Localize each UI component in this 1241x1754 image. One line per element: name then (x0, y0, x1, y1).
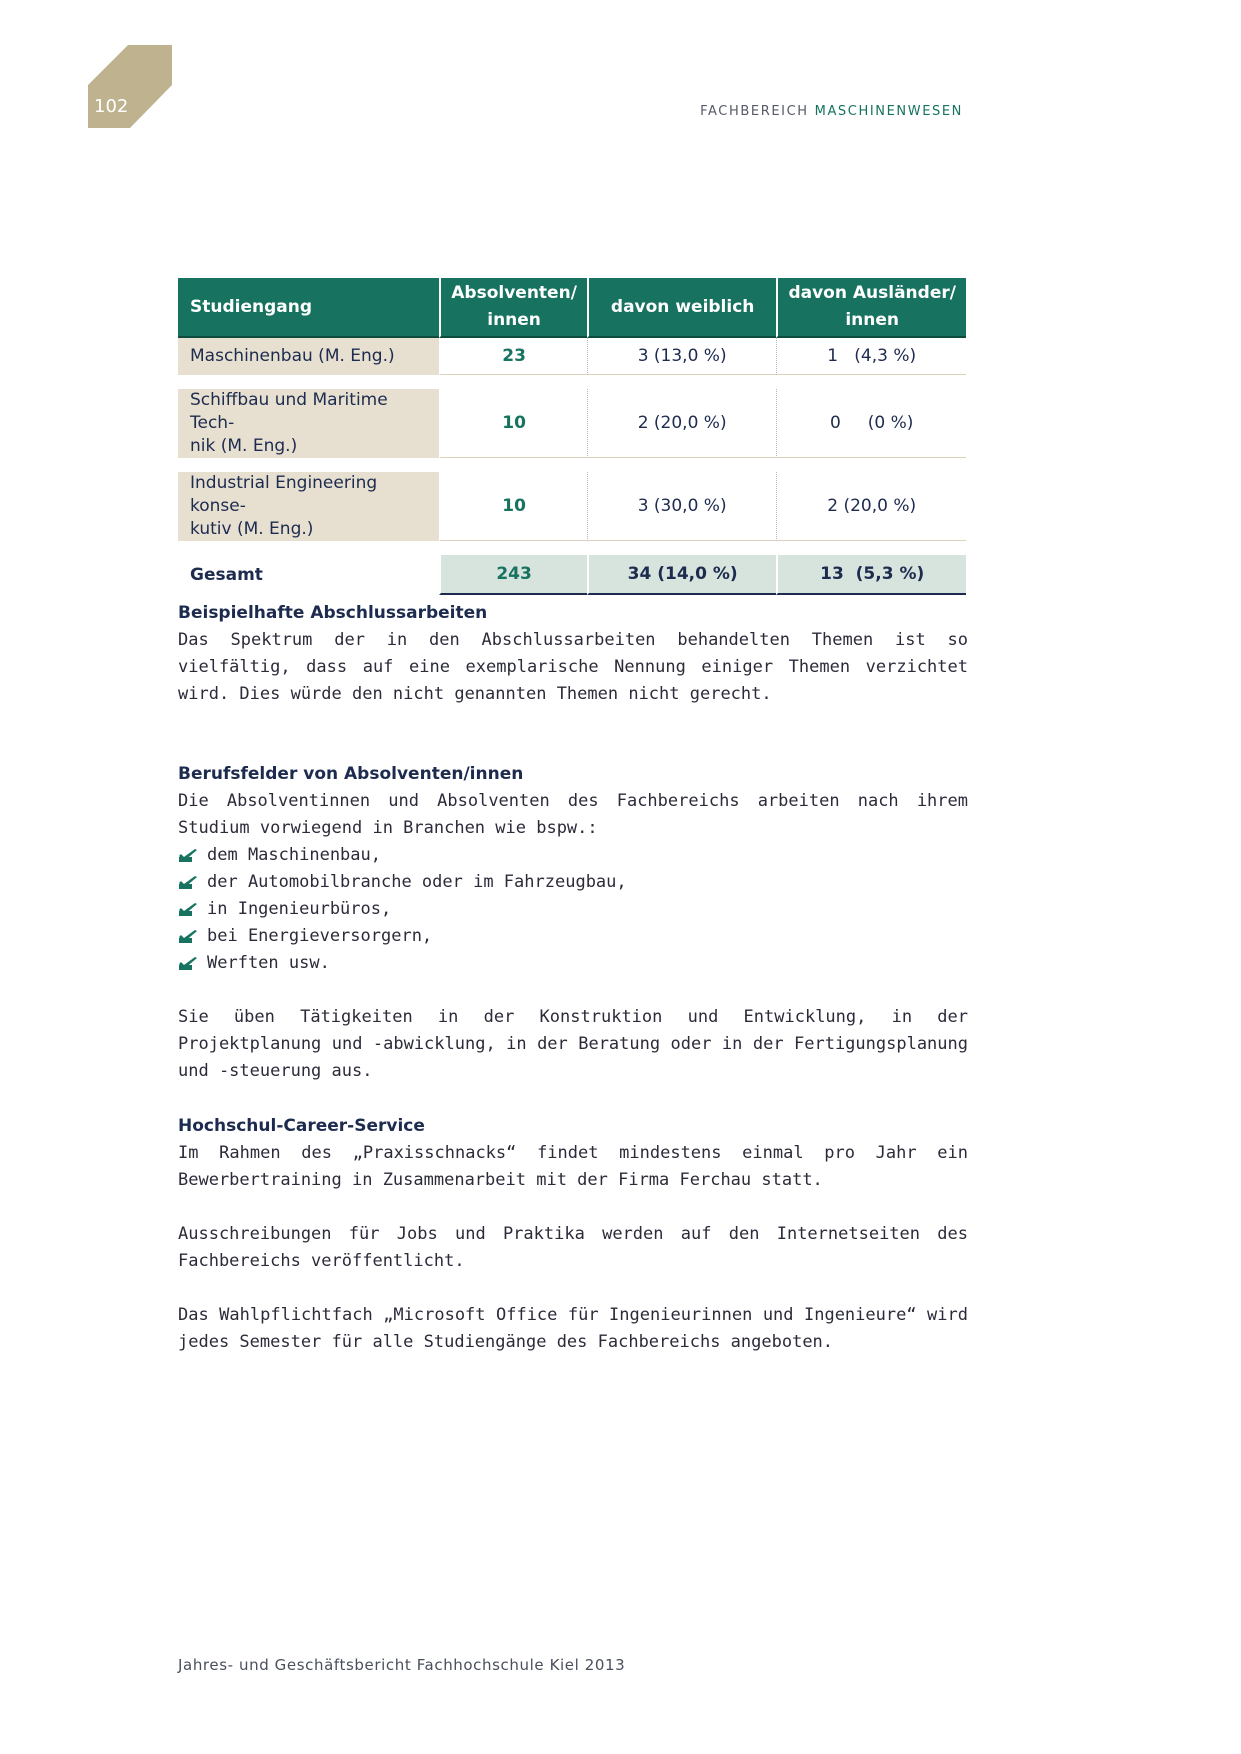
section-career (178, 1113, 968, 1356)
running-head (700, 104, 963, 119)
page-footer: Jahres- und Geschäftsbericht Fachhochschule Kiel 2013 (178, 1656, 626, 1674)
header-auslaender (776, 278, 966, 338)
section-abschlussarbeiten (178, 600, 968, 708)
row-weiblich: 2 (20,0 %) (587, 389, 777, 458)
row-name-line2: nik (M. Eng.) (190, 436, 298, 456)
row-name (178, 338, 439, 375)
list-item (178, 896, 968, 923)
header-auslaender-line2: innen (845, 310, 900, 330)
section-heading: Berufsfelder von Absolventen/innen (178, 764, 524, 784)
list-item-text: der Automobilbranche oder im Fahrzeugbau, (207, 872, 627, 892)
section-text: Das Spektrum der in den Abschlussarbeiten behandelten Themen ist so vielfältig, dass auf eine exemplarische Nennung einiger Themen verzichtet wird. Dies würde den nicht genannten Themen nicht gerecht. (178, 630, 968, 704)
total-label: Gesamt (190, 564, 263, 585)
total-absolventen: 243 (439, 555, 587, 595)
header-auslaender-line1: davon Ausländer/ (788, 283, 956, 303)
total-weiblich: 34 (14,0 %) (587, 555, 777, 595)
list-item (178, 842, 968, 869)
row-name-line1: Maschinenbau (M. Eng.) (190, 346, 395, 366)
row-spacer (178, 541, 966, 555)
career-paragraph-1: Im Rahmen des „Praxisschnacks“ findet mindestens einmal pro Jahr ein Bewerbertraining in Zusammenarbeit mit der Firma Ferchau statt. (178, 1143, 968, 1190)
running-head-accent: MASCHINENWESEN (814, 104, 963, 119)
list-item-text: in Ingenieurbüros, (207, 899, 392, 919)
total-auslaender: 13 (5,3 %) (776, 555, 966, 595)
section-heading: Beispielhafte Abschlussarbeiten (178, 603, 488, 623)
row-absolventen: 23 (439, 338, 587, 375)
list-item-text: Werften usw. (207, 953, 330, 973)
career-paragraph-3: Das Wahlpflichtfach „Microsoft Office für Ingenieurinnen und Ingenieure“ wird jedes Semester für alle Studiengänge des Fachbereichs angeboten. (178, 1305, 968, 1352)
header-studiengang: Studiengang (178, 278, 439, 338)
check-icon (178, 956, 198, 971)
section-heading: Hochschul-Career-Service (178, 1116, 425, 1136)
section-intro: Die Absolventinnen und Absolventen des Fachbereichs arbeiten nach ihrem Studium vorwiegend in Branchen wie bspw.: (178, 791, 968, 838)
check-icon (178, 848, 198, 863)
row-name-line1: Industrial Engineering konse- (190, 473, 378, 516)
table-header-row (178, 278, 966, 338)
row-auslaender: 1 (4,3 %) (776, 338, 966, 375)
table-row (178, 338, 966, 375)
table-row (178, 389, 966, 458)
graduates-table (178, 278, 966, 595)
row-name (178, 472, 439, 541)
header-weiblich: davon weiblich (587, 278, 777, 338)
section-outro: Sie üben Tätigkeiten in der Konstruktion und Entwicklung, in der Projektplanung und -abwicklung, in der Beratung oder in der Fertigungsplanung und -steuerung aus. (178, 1007, 968, 1081)
table-row (178, 472, 966, 541)
check-icon (178, 902, 198, 917)
check-icon (178, 875, 198, 890)
branches-list (178, 842, 968, 977)
list-item (178, 923, 968, 950)
row-auslaender: 2 (20,0 %) (776, 472, 966, 541)
row-name (178, 389, 439, 458)
row-name-line2: kutiv (M. Eng.) (190, 519, 314, 539)
career-paragraph-2: Ausschreibungen für Jobs und Praktika werden auf den Internetseiten des Fachbereichs veröffentlicht. (178, 1224, 968, 1271)
running-head-prefix: FACHBEREICH (700, 104, 809, 119)
check-icon (178, 929, 198, 944)
list-item-text: dem Maschinenbau, (207, 845, 381, 865)
row-spacer (178, 375, 966, 389)
list-item (178, 950, 968, 977)
row-name-line1: Schiffbau und Maritime Tech- (190, 390, 388, 433)
header-absolventen-line1: Absolventen/ (451, 283, 577, 303)
header-absolventen-line2: innen (487, 310, 541, 330)
row-absolventen: 10 (439, 389, 587, 458)
header-absolventen (439, 278, 587, 338)
row-spacer (178, 458, 966, 472)
row-absolventen: 10 (439, 472, 587, 541)
list-item (178, 869, 968, 896)
page-number: 102 (94, 96, 129, 117)
row-weiblich: 3 (30,0 %) (587, 472, 777, 541)
list-item-text: bei Energieversorgern, (207, 926, 433, 946)
section-berufsfelder (178, 761, 968, 1085)
row-weiblich: 3 (13,0 %) (587, 338, 777, 375)
table-total-row (178, 555, 966, 595)
row-auslaender: 0 (0 %) (776, 389, 966, 458)
